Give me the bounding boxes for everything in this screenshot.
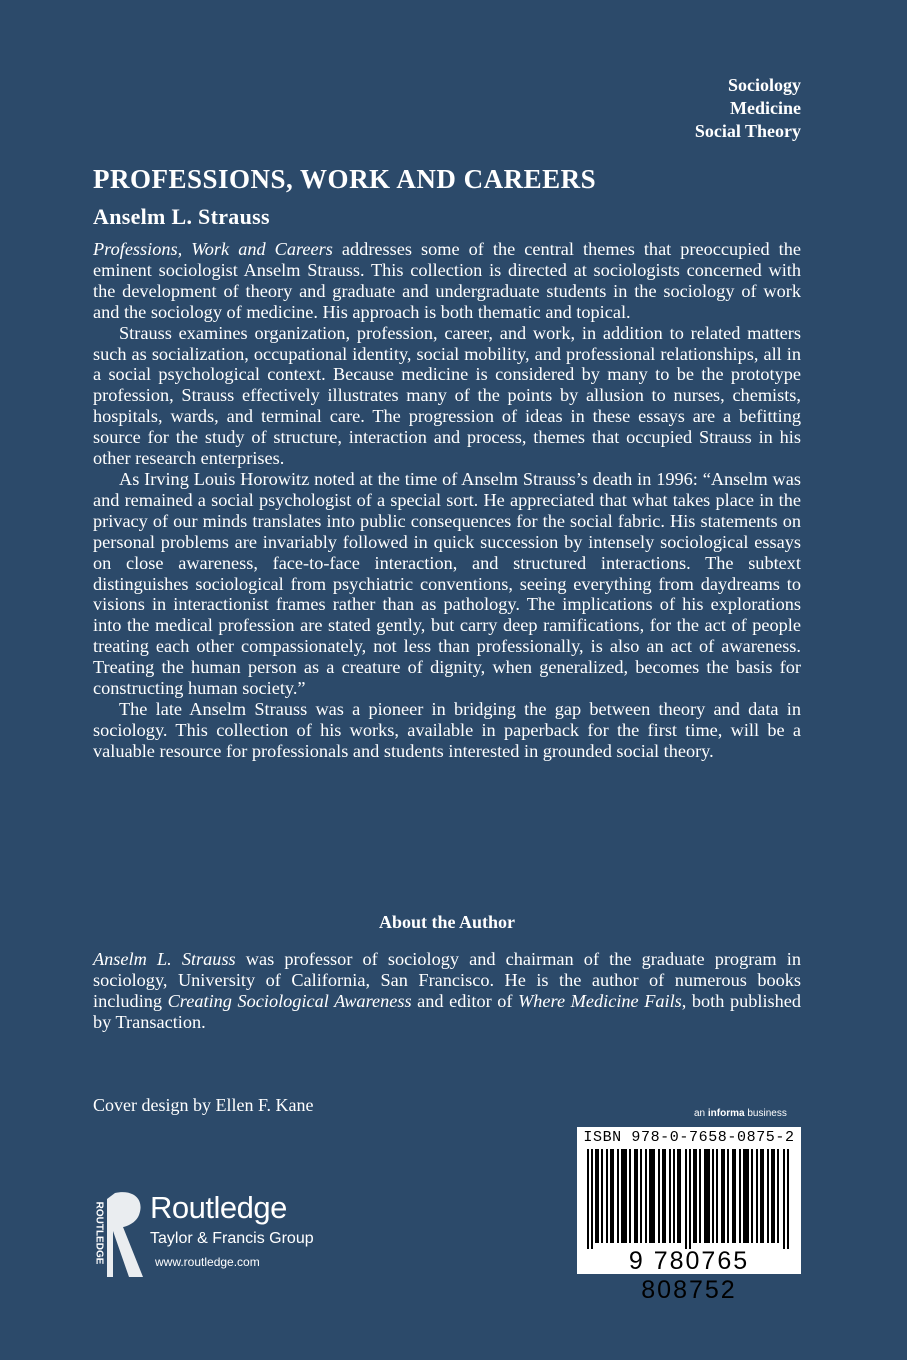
cover-design-credit: Cover design by Ellen F. Kane [93, 1095, 314, 1115]
author-name-italic: Anselm L. Strauss [93, 949, 236, 969]
about-author-heading: About the Author [378, 912, 516, 932]
title-italic: Professions, Work and Careers [93, 239, 333, 259]
subject-sociology: Sociology [727, 75, 801, 95]
publisher-url: www.routledge.com [155, 1255, 260, 1269]
book-author: Anselm L. Strauss [93, 204, 270, 229]
publisher-group: Taylor & Francis Group [150, 1230, 314, 1247]
publisher-name: Routledge [150, 1190, 287, 1225]
book-title: PROFESSIONS, WORK AND CAREERS [93, 164, 597, 194]
subject-categories [695, 74, 801, 143]
ean-digits: 9 780765 808752 [628, 1247, 750, 1304]
barcode-bars [585, 1149, 793, 1249]
subject-medicine: Medicine [730, 98, 801, 118]
routledge-side-wordmark [92, 1186, 106, 1280]
description-paragraph-1: Professions, Work and Careers addresses some of the central themes that preoccupied the eminent sociologist Anselm Strauss. This collection is directed at sociologists concerned with the development of theory and graduate and undergraduate students in the sociology of work and the sociology of medicine. His approach is both thematic and topical. [93, 239, 801, 322]
book-title-2: Where Medicine Fails [518, 990, 682, 1011]
description-paragraph-4: The late Anselm Strauss was a pioneer in bridging the gap between theory and data in sociology. This collection of his works, available in paperback for the first time, will be a valuable resource for professionals and students interested in grounded social theory. [93, 698, 801, 761]
informa-business-tag: an informa business [694, 1108, 787, 1119]
svg-text:ROUTLEDGE: ROUTLEDGE [93, 1201, 105, 1265]
description-paragraph-2: Strauss examines organization, profession, career, and work, in addition to related matters such as socialization, occupational identity, social mobility, and professional relationships, all in a social psychological context. Because medicine is considered by many to be the prototype profession, Strauss effectively illustrates many of the points by allusion to nurses, chemists, hospitals, wards, and terminal care. The progression of ideas in these essays are a befitting source for the study of structure, interaction and process, themes that occupied Strauss in his other research enterprises. [93, 322, 801, 469]
description-paragraph-3: As Irving Louis Horowitz noted at the time of Anselm Strauss’s death in 1996: “Anselm was and remained a social psychologist of a special sort. He appreciated that what takes place in the privacy of our minds translates into public consequences for the social fabric. His statements on personal problems are invariably followed in quick succession by intensely sociological essays on close awareness, face-to-face interaction, and structured interactions. The subtext distinguishes sociological from psychiatric conventions, seeing everything from daydreams to visions in interactionist frames rather than as pathology. The implications of his explorations into the medical profession are stated gently, but carry deep ramifications, for the act of people treating each other compassionately, not less than professionally, is also an act of awareness. Treating the human person as a creature of dignity, when generalized, becomes the basis for constructing human society.” [93, 468, 801, 699]
book-title-1: Creating Sociological Awareness [167, 990, 412, 1011]
isbn-number: ISBN 978-0-7658-0875-2 [583, 1129, 795, 1146]
book-description [93, 239, 801, 762]
isbn-barcode [577, 1127, 801, 1304]
about-author-text: Anselm L. Strauss was professor of sociology and chairman of the graduate program in sociology, University of California, San Francisco. He is the author of numerous books including Creating Sociological Awareness and editor of Where Medicine Fails, both published by Transaction. [93, 949, 802, 1032]
subject-social-theory: Social Theory [694, 121, 801, 141]
